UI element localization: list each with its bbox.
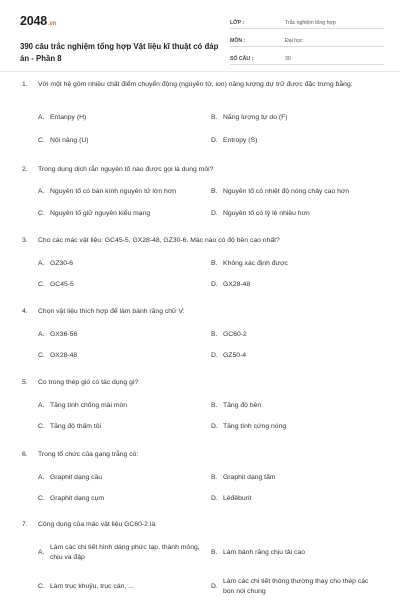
meta-row-class	[230, 13, 384, 29]
option-letter: B.	[211, 402, 218, 409]
meta-value: Đại học	[285, 37, 303, 44]
option-a[interactable]	[38, 473, 208, 483]
option-text: Làm các chi tiết hình dáng phức tạp, thành mỏng, chịu va đập	[50, 544, 200, 561]
option-b[interactable]	[211, 187, 381, 197]
question-number: 7.	[22, 521, 28, 528]
option-a[interactable]	[38, 187, 208, 197]
option-letter: C.	[38, 423, 45, 430]
option-letter: A.	[38, 474, 45, 481]
option-text: GZ50-4	[223, 352, 247, 359]
option-letter: C.	[38, 137, 45, 144]
option-letter: A.	[38, 549, 45, 556]
option-text: Làm trục khuỷu, trục cán, ...	[50, 583, 134, 590]
question-text: Trong tổ chức của gang trắng có:	[38, 451, 139, 458]
question-number: 1.	[22, 81, 28, 88]
meta-row-subject	[230, 31, 384, 47]
question-text: Công dụng của mác vật liệu GC60-2 là:	[38, 521, 158, 528]
option-letter: D.	[211, 583, 218, 590]
option-d[interactable]	[211, 351, 381, 361]
question-4	[22, 307, 382, 359]
option-text: Làm bánh răng chịu tải cao	[223, 549, 305, 556]
option-c[interactable]	[38, 351, 208, 361]
option-d[interactable]	[211, 577, 381, 597]
question-stem	[22, 80, 382, 90]
question-stem	[22, 165, 382, 175]
option-b[interactable]	[211, 259, 381, 269]
question-number: 3.	[22, 237, 28, 244]
option-a[interactable]	[38, 330, 208, 340]
option-d[interactable]	[211, 494, 381, 504]
option-letter: D.	[211, 281, 218, 288]
option-text: Tăng độ bền	[223, 402, 262, 409]
option-letter: B.	[211, 549, 218, 556]
option-letter: D.	[211, 210, 218, 217]
option-c[interactable]	[38, 280, 208, 290]
meta-label: SỐ CÂU :	[230, 55, 254, 62]
option-text: Làm các chi tiết thông thường thay cho thép các bon nói chung	[223, 578, 369, 595]
option-letter: A.	[38, 402, 45, 409]
option-b[interactable]	[211, 548, 381, 558]
meta-label: MÔN :	[230, 37, 246, 44]
quiz-meta	[230, 13, 384, 67]
option-letter: B.	[211, 188, 218, 195]
option-b[interactable]	[211, 401, 381, 411]
option-text: Graphit dạng cụm	[50, 495, 105, 502]
question-number: 2.	[22, 166, 28, 173]
option-a[interactable]	[38, 401, 208, 411]
option-text: GX28-48	[50, 352, 78, 359]
option-text: Tăng tính cứng nóng	[223, 423, 287, 430]
option-text: Không xác định được	[223, 260, 288, 267]
option-letter: B.	[211, 331, 218, 338]
option-text: Nguyên tố giữ nguyên kiểu mạng	[50, 210, 151, 217]
option-a[interactable]	[38, 543, 208, 563]
option-text: GZ30-6	[50, 260, 74, 267]
option-text: Lêđêburit	[223, 495, 252, 502]
option-letter: D.	[211, 495, 218, 502]
option-b[interactable]	[211, 113, 381, 123]
option-letter: A.	[38, 114, 45, 121]
question-text: Co trong thép gió có tác dụng gì?	[38, 379, 139, 386]
header-divider	[0, 71, 400, 72]
question-number: 4.	[22, 308, 28, 315]
option-text: Graphit dạng cầu	[50, 474, 103, 481]
question-number: 5.	[22, 379, 28, 386]
option-text: Graphit dạng tấm	[223, 474, 276, 481]
question-stem	[22, 307, 382, 317]
option-b[interactable]	[211, 473, 381, 483]
meta-value: 30	[285, 55, 291, 62]
question-text: Với một hệ gồm nhiều chất điểm chuyển động (nguyên tử, ion) năng lượng dự trữ được đặc trưng bằng:	[38, 81, 353, 88]
option-letter: D.	[211, 423, 218, 430]
meta-row-count	[230, 49, 384, 65]
option-c[interactable]	[38, 136, 208, 146]
question-5	[22, 378, 382, 430]
option-letter: A.	[38, 188, 45, 195]
site-logo[interactable]: 2048.vn	[20, 14, 57, 28]
option-d[interactable]	[211, 209, 381, 219]
question-stem	[22, 236, 382, 246]
option-letter: B.	[211, 260, 218, 267]
option-c[interactable]	[38, 209, 208, 219]
option-text: Tăng tính chống mài mòn	[50, 402, 128, 409]
question-7	[22, 520, 382, 595]
option-text: Entanpy (H)	[50, 114, 87, 121]
option-text: GC60-2	[223, 331, 247, 338]
option-text: Tăng độ thấm tôi	[50, 423, 102, 430]
question-2	[22, 165, 382, 217]
option-letter: B.	[211, 114, 218, 121]
option-letter: D.	[211, 137, 218, 144]
option-a[interactable]	[38, 259, 208, 269]
option-text: Nguyên tố có nhiệt độ nóng chảy cao hơn	[223, 188, 350, 195]
option-text: GX36-56	[50, 331, 78, 338]
option-text: GX28-48	[223, 281, 251, 288]
question-stem	[22, 450, 382, 460]
meta-label: LỚP :	[230, 19, 245, 26]
option-letter: D.	[211, 352, 218, 359]
option-letter: C.	[38, 281, 45, 288]
option-letter: C.	[38, 495, 45, 502]
option-c[interactable]	[38, 494, 208, 504]
option-letter: A.	[38, 260, 45, 267]
option-text: Năng lượng tự do (F)	[223, 114, 288, 121]
question-text: Cho các mác vật liệu: GC45-5, GX28-48, GZ30-6. Mác nào có độ bền cao nhất?	[38, 237, 280, 244]
option-text: Nội năng (U)	[50, 137, 89, 144]
question-6	[22, 450, 382, 502]
option-c[interactable]	[38, 582, 208, 592]
option-text: Entropy (S)	[223, 137, 258, 144]
option-b[interactable]	[211, 330, 381, 340]
option-d[interactable]	[211, 136, 381, 146]
option-letter: A.	[38, 331, 45, 338]
option-c[interactable]	[38, 422, 208, 432]
option-letter: C.	[38, 210, 45, 217]
question-stem	[22, 378, 382, 388]
option-text: Nguyên tố có tỷ lệ nhiều hơn	[223, 210, 310, 217]
option-a[interactable]	[38, 113, 208, 123]
option-letter: B.	[211, 474, 218, 481]
question-number: 6.	[22, 451, 28, 458]
option-letter: C.	[38, 583, 45, 590]
question-text: Trong dung dịch rắn nguyên tố nào được gọi là dung môi?	[38, 166, 214, 173]
option-text: GC45-5	[50, 281, 74, 288]
question-1	[22, 80, 382, 144]
option-text: Nguyên tố có bán kính nguyên tử lớn hơn	[50, 188, 177, 195]
question-text: Chọn vật liệu thích hợp để làm bánh răng chữ V:	[38, 308, 185, 315]
question-stem	[22, 520, 382, 530]
option-d[interactable]	[211, 280, 381, 290]
option-d[interactable]	[211, 422, 381, 432]
meta-value: Trắc nghiệm tổng hợp	[285, 19, 336, 26]
quiz-title: 390 câu trắc nghiệm tổng hợp Vật liệu kĩ thuật có đáp án - Phần 8	[20, 42, 219, 63]
question-3	[22, 236, 382, 288]
option-letter: C.	[38, 352, 45, 359]
